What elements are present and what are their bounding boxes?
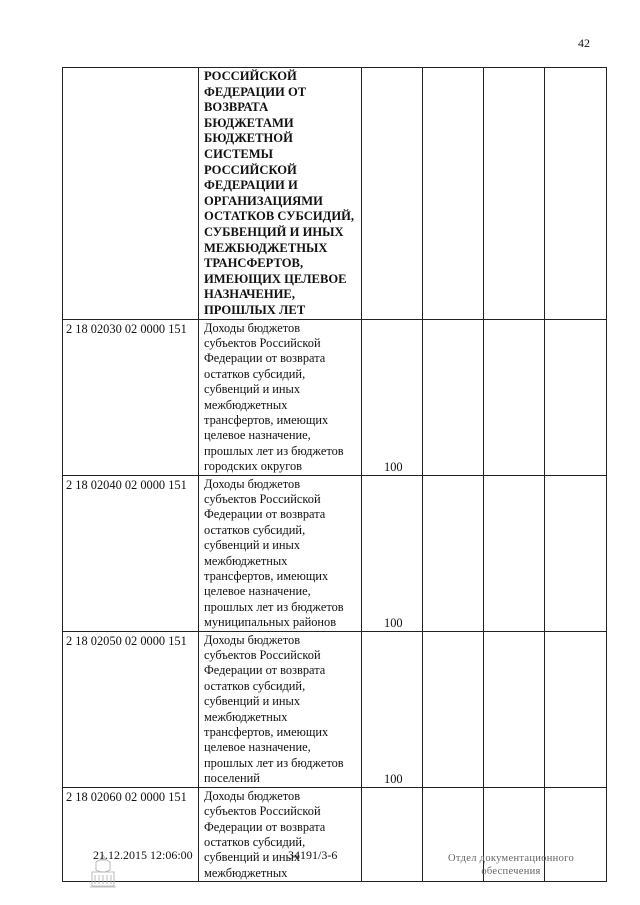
description-line: остатков субсидий, — [204, 366, 306, 381]
row-code: 2 18 02030 02 0000 151 — [63, 319, 199, 475]
description-line: прошлых лет из бюджетов — [204, 443, 344, 458]
description-line: остатков субсидий, — [204, 678, 306, 693]
row-amount: 100 — [384, 615, 403, 630]
row-code — [63, 68, 199, 320]
description-line: остатков субсидий, — [204, 834, 306, 849]
description-line: субъектов Российской — [204, 648, 321, 663]
row-description — [199, 68, 362, 320]
description-line: межбюджетных — [204, 553, 288, 568]
empty-cell — [484, 475, 545, 631]
description-line: ВОЗВРАТА — [204, 100, 269, 115]
description-line: Доходы бюджетов — [204, 320, 301, 335]
description-line: субвенций и иных — [204, 694, 301, 709]
footer-doc-number: 34191/3-6 — [288, 848, 338, 862]
table-row — [63, 319, 607, 475]
row-description — [199, 631, 362, 787]
footer-department-stamp — [426, 852, 596, 878]
row-amount-cell — [362, 475, 423, 631]
description-line: межбюджетных — [204, 865, 288, 880]
department-line-2: обеспечения — [481, 866, 541, 877]
description-line: муниципальных районов — [204, 615, 337, 630]
description-line: ФЕДЕРАЦИИ ОТ — [204, 84, 307, 99]
department-line-1: Отдел документационного — [447, 853, 575, 864]
empty-cell — [423, 68, 484, 320]
empty-cell — [423, 475, 484, 631]
description-line: БЮДЖЕТАМИ — [204, 115, 294, 130]
description-line: ОСТАТКОВ СУБСИДИЙ, — [204, 209, 355, 224]
description-line: субвенций и иных — [204, 850, 301, 865]
row-description — [199, 787, 362, 881]
description-line: прошлых лет из бюджетов — [204, 755, 344, 770]
row-amount-cell — [362, 68, 423, 320]
description-line: ПРОШЛЫХ ЛЕТ — [204, 302, 306, 317]
description-line: БЮДЖЕТНОЙ — [204, 131, 293, 146]
row-code: 2 18 02050 02 0000 151 — [63, 631, 199, 787]
empty-cell — [545, 68, 607, 320]
row-amount-cell — [362, 319, 423, 475]
description-line: ОРГАНИЗАЦИЯМИ — [204, 193, 323, 208]
description-line: целевое назначение, — [204, 740, 311, 755]
row-amount: 100 — [384, 459, 403, 474]
description-line: трансфертов, имеющих — [204, 725, 329, 740]
empty-cell — [484, 68, 545, 320]
description-line: межбюджетных — [204, 709, 288, 724]
empty-cell — [423, 319, 484, 475]
description-line: ФЕДЕРАЦИИ И — [204, 178, 298, 193]
description-line: ТРАНСФЕРТОВ, — [204, 256, 304, 271]
description-line: остатков субсидий, — [204, 522, 306, 537]
description-line: субвенций и иных — [204, 382, 301, 397]
description-line: субвенций и иных — [204, 538, 301, 553]
description-line: СУБВЕНЦИЙ И ИНЫХ — [204, 224, 344, 239]
empty-cell — [484, 319, 545, 475]
description-line: межбюджетных — [204, 397, 288, 412]
description-line: трансфертов, имеющих — [204, 569, 329, 583]
row-code: 2 18 02040 02 0000 151 — [63, 475, 199, 631]
row-amount-cell — [362, 787, 423, 881]
description-line: Доходы бюджетов — [204, 476, 301, 491]
table-row — [63, 631, 607, 787]
description-line: РОССИЙСКОЙ — [204, 162, 297, 177]
empty-cell — [545, 631, 607, 787]
row-description — [199, 319, 362, 475]
description-line: Федерации от возврата — [204, 663, 326, 678]
empty-cell — [484, 631, 545, 787]
page-number: 42 — [578, 36, 590, 50]
row-description — [199, 475, 362, 631]
description-line: СИСТЕМЫ — [204, 146, 274, 161]
description-line: Федерации от возврата — [204, 351, 326, 366]
row-code: 2 18 02060 02 0000 151 — [63, 787, 199, 881]
description-line: Федерации от возврата — [204, 507, 326, 522]
description-line: прошлых лет из бюджетов — [204, 599, 344, 614]
empty-cell — [545, 475, 607, 631]
description-line: субъектов Российской — [204, 491, 321, 506]
description-line: субъектов Российской — [204, 335, 321, 350]
description-line: НАЗНАЧЕНИЕ, — [204, 287, 295, 302]
description-line: РОССИЙСКОЙ — [204, 69, 297, 83]
description-line: ИМЕЮЩИХ ЦЕЛЕВОЕ — [204, 271, 347, 286]
description-line: поселений — [204, 771, 260, 786]
description-line: субъектов Российской — [204, 804, 321, 819]
description-line: городских округов — [204, 459, 303, 474]
table-row — [63, 68, 607, 320]
empty-cell — [423, 631, 484, 787]
description-line: МЕЖБЮДЖЕТНЫХ — [204, 240, 328, 255]
empty-cell — [545, 319, 607, 475]
description-line: Доходы бюджетов — [204, 632, 301, 647]
description-line: трансфертов, имеющих — [204, 412, 329, 427]
description-line: целевое назначение, — [204, 428, 311, 443]
row-amount: 100 — [384, 771, 403, 786]
description-line: Доходы бюджетов — [204, 788, 301, 803]
budget-table — [62, 67, 607, 882]
description-line: Федерации от возврата — [204, 819, 326, 834]
footer-timestamp: 21.12.2015 12:06:00 — [93, 848, 193, 862]
row-amount-cell — [362, 631, 423, 787]
description-line: целевое назначение, — [204, 584, 311, 599]
table-row — [63, 475, 607, 631]
